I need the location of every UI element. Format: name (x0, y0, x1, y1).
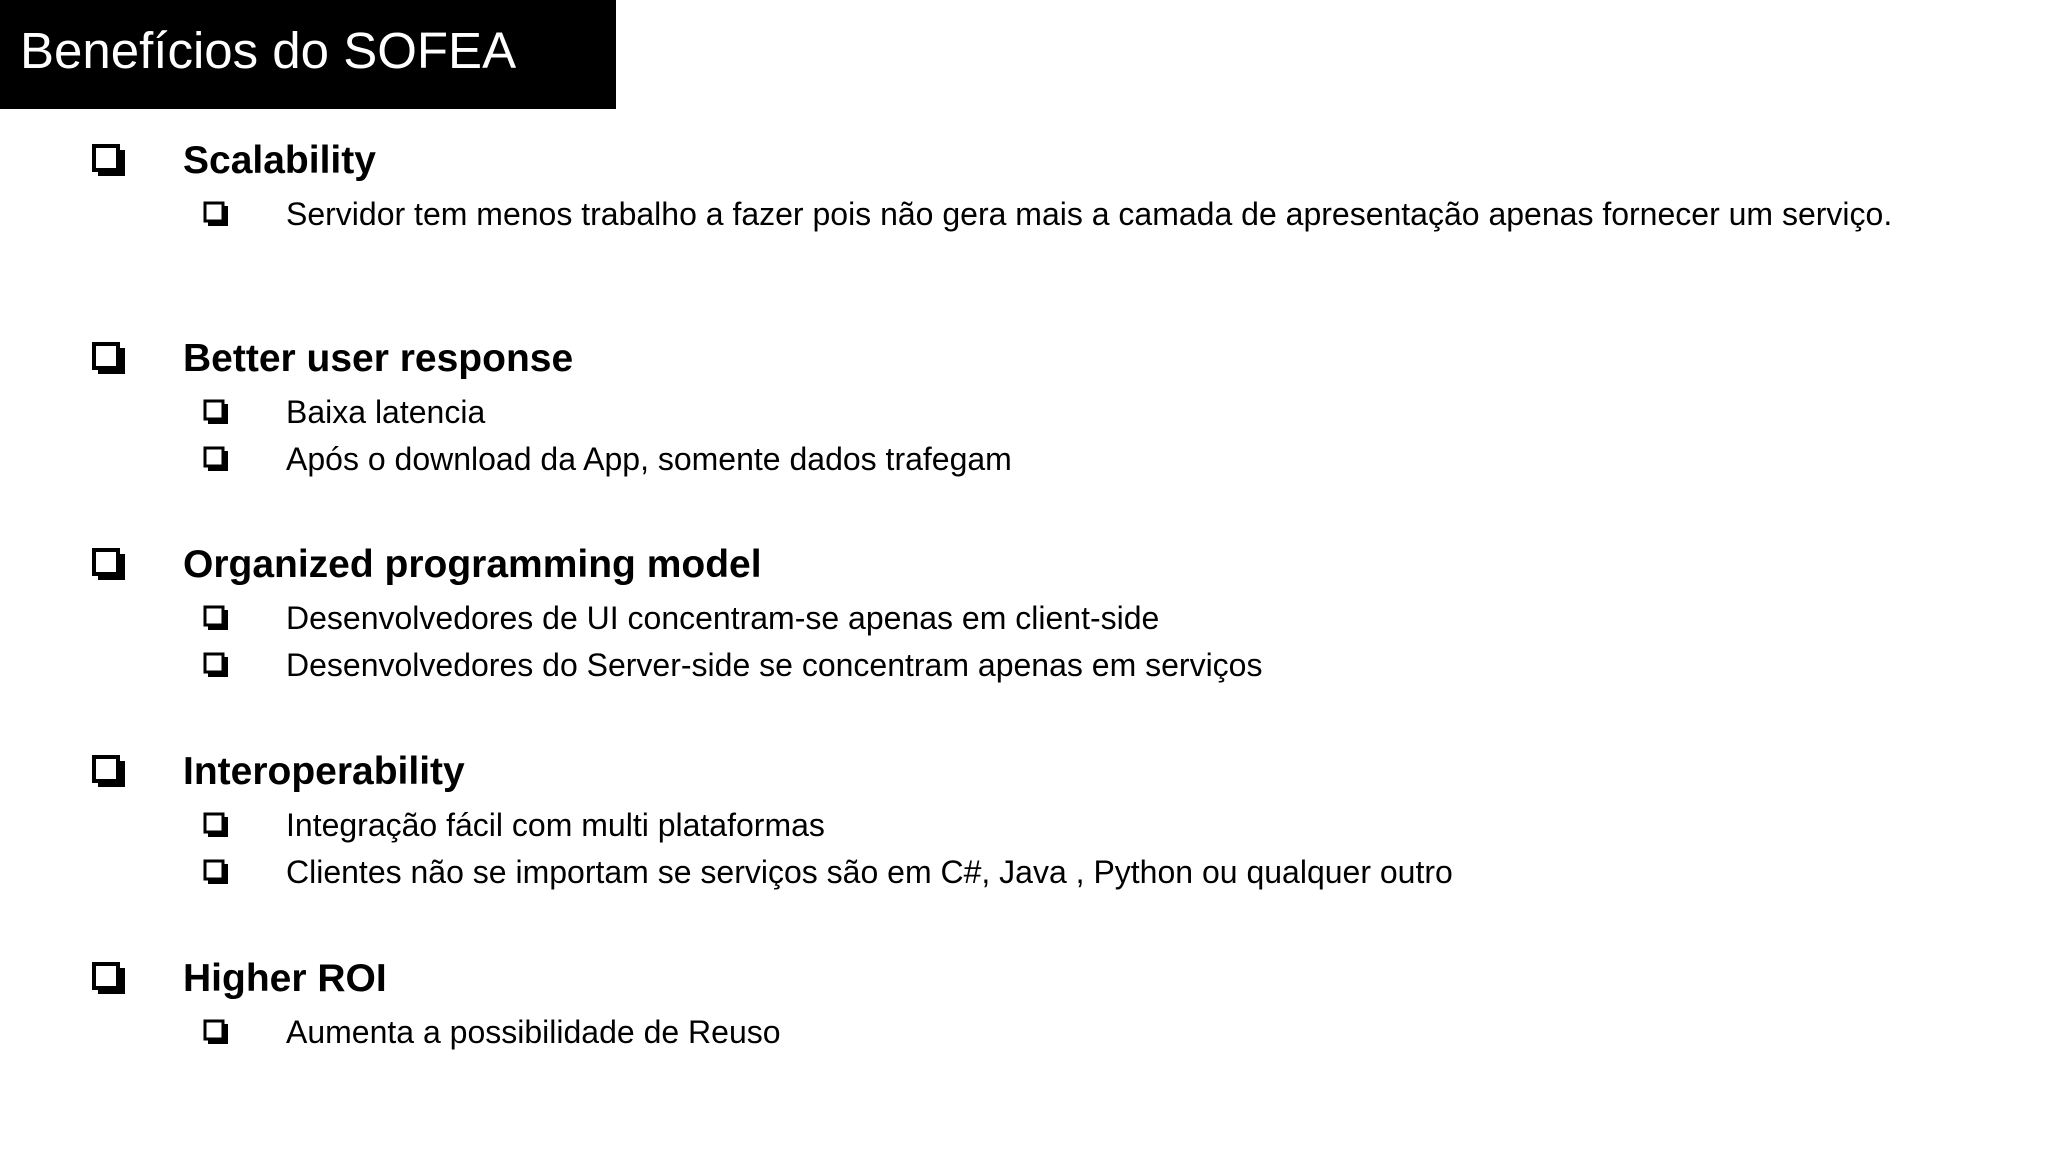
section-title: Scalability (183, 139, 376, 182)
section-title: Higher ROI (183, 957, 387, 1000)
list-item-text: Clientes não se importam se serviços são em C#, Java , Python ou qualquer outro (286, 854, 1453, 890)
square-checkbox-bullet-icon (203, 391, 231, 431)
square-checkbox-bullet-icon (203, 851, 231, 891)
list-item-text: Desenvolvedores do Server-side se concentram apenas em serviços (286, 647, 1263, 683)
square-checkbox-bullet-icon (92, 337, 128, 381)
section-title: Interoperability (183, 750, 465, 793)
square-checkbox-bullet-icon (203, 193, 231, 233)
list-item-text: Servidor tem menos trabalho a fazer pois não gera mais a camada de apresentação apenas fornecer um serviço. (286, 196, 1893, 232)
section-title: Organized programming model (183, 543, 762, 586)
square-checkbox-bullet-icon (92, 957, 128, 1001)
list-item-text: Desenvolvedores de UI concentram-se apenas em client-side (286, 600, 1160, 636)
square-checkbox-bullet-icon (203, 1011, 231, 1051)
square-checkbox-bullet-icon (203, 438, 231, 478)
list-item-text: Aumenta a possibilidade de Reuso (286, 1014, 781, 1050)
square-checkbox-bullet-icon (203, 644, 231, 684)
list-item-text: Integração fácil com multi plataformas (286, 807, 825, 843)
square-checkbox-bullet-icon (203, 804, 231, 844)
square-checkbox-bullet-icon (92, 750, 128, 794)
square-checkbox-bullet-icon (92, 543, 128, 587)
list-item-text: Após o download da App, somente dados trafegam (286, 441, 1012, 477)
square-checkbox-bullet-icon (203, 597, 231, 637)
list-item-text: Baixa latencia (286, 394, 486, 430)
slide-title: Benefícios do SOFEA (20, 22, 517, 79)
section-title: Better user response (183, 337, 574, 380)
square-checkbox-bullet-icon (92, 139, 128, 183)
